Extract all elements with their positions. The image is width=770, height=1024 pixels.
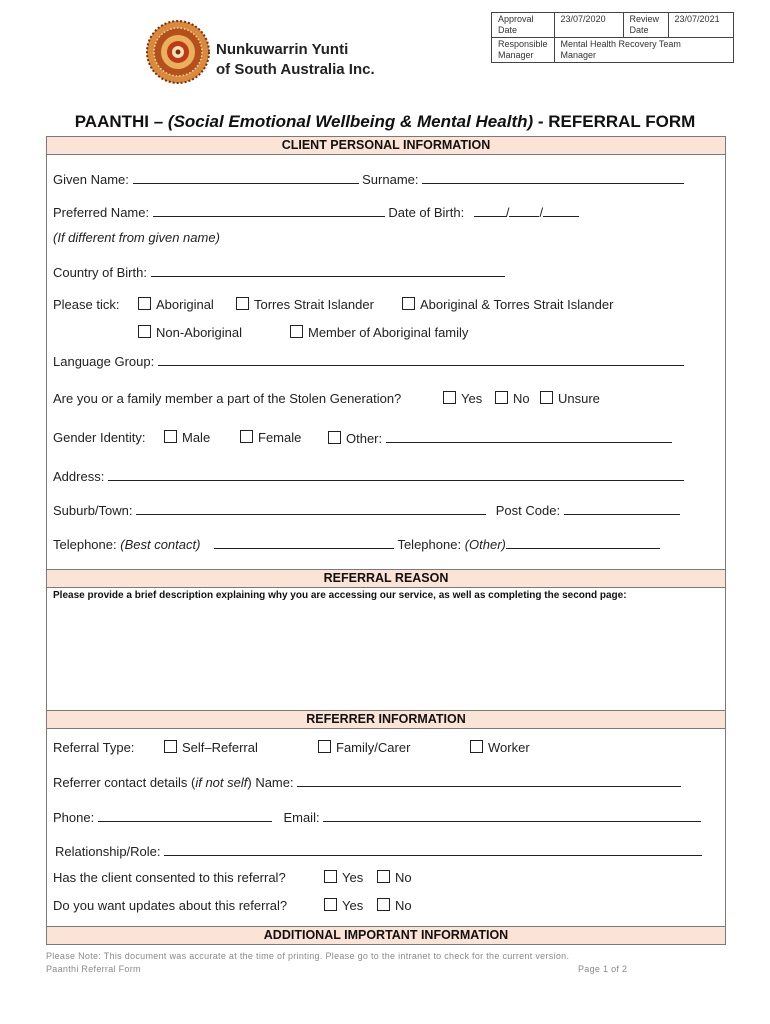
telephone-other-note: (Other) [464,537,506,552]
referral-type-label: Referral Type: [53,740,135,755]
updates-yes-label: Yes [342,898,364,913]
consent-no-label: No [395,870,412,885]
footer-form-name: Paanthi Referral Form [46,964,141,974]
suburb-label: Suburb/Town: [53,503,133,518]
updates-no-label: No [395,898,412,913]
option-both-label: Aboriginal & Torres Strait Islander [420,297,614,312]
checkbox[interactable] [328,431,341,444]
checkbox[interactable] [138,297,151,310]
organisation-name [216,40,375,80]
telephone-other-input[interactable] [506,536,660,549]
checkbox[interactable] [377,870,390,883]
checkbox[interactable] [236,297,249,310]
manager-value-1: Mental Health Recovery Team [560,39,681,49]
referral-worker-label: Worker [488,740,530,755]
preferred-name-label: Preferred Name: [53,205,150,220]
approval-date-label: Approval [498,14,534,24]
telephone-row [53,536,660,553]
manager-label: Responsible [498,39,548,49]
consent-no[interactable] [377,870,412,886]
stolen-unsure[interactable] [540,391,600,407]
dob-label: Date of Birth: [388,205,465,220]
gender-male-label: Male [182,430,211,445]
relationship-row [55,843,702,860]
option-non-aboriginal[interactable] [138,325,242,341]
checkbox[interactable] [377,898,390,911]
dob-year-input[interactable] [543,204,579,217]
referral-family-label: Family/Carer [336,740,411,755]
title-italic: (Social Emotional Wellbeing & Mental Health) [167,112,534,131]
footer-note: Please Note: This document was accurate at the time of printing. Please go to the intranet to check for the current version. [46,951,570,961]
footer-page-number: Page 1 of 2 [578,964,628,974]
org-name-line1: Nunkuwarrin Yunti [216,41,349,58]
surname-input[interactable] [422,171,684,184]
email-input[interactable] [323,809,701,822]
approval-date-value: 23/07/2020 [554,13,623,38]
given-name-label: Given Name: [53,172,129,187]
option-non-label: Non-Aboriginal [156,325,242,340]
address-input[interactable] [108,468,684,481]
telephone-label: Telephone: [53,537,121,552]
checkbox[interactable] [164,430,177,443]
referrer-name-input[interactable] [297,774,681,787]
phone-label: Phone: [53,810,95,825]
checkbox[interactable] [443,391,456,404]
telephone-best-input[interactable] [214,536,394,549]
gender-male[interactable] [164,430,210,446]
review-date-label-2: Date [629,25,649,35]
manager-value [554,38,733,63]
referrer-heading: REFERRER INFORMATION [46,710,726,729]
address-row [53,468,684,485]
checkbox[interactable] [402,297,415,310]
referral-self[interactable] [164,740,258,756]
title-prefix: PAANTHI – [74,112,168,131]
preferred-name-input[interactable] [153,204,385,217]
country-input[interactable] [151,264,505,277]
referrer-contact-italic: if not self [195,775,248,790]
referral-reason-textarea[interactable] [53,605,717,703]
referral-self-label: Self–Referral [182,740,258,755]
stolen-yes[interactable] [443,391,482,407]
dob-month-input[interactable] [509,204,539,217]
organisation-logo [146,20,210,84]
gender-other-input[interactable] [386,430,672,443]
referrer-contact-label: Referrer contact details ( [53,775,196,790]
checkbox[interactable] [470,740,483,753]
form-title [0,112,770,132]
if-different-note: (If different from given name) [53,230,220,245]
consent-yes[interactable] [324,870,363,886]
option-torres-label: Torres Strait Islander [254,297,374,312]
checkbox[interactable] [240,430,253,443]
option-both[interactable] [402,297,613,313]
option-family-label: Member of Aboriginal family [308,325,469,340]
gender-other[interactable] [328,430,672,447]
stolen-generation-question: Are you or a family member a part of the Stolen Generation? [53,391,402,406]
referral-family[interactable] [318,740,410,756]
option-family-member[interactable] [290,325,468,341]
review-date-label: Review [629,14,660,24]
email-label: Email: [283,810,320,825]
referral-reason-note: Please provide a brief description explaining why you are accessing our service, as well as completing the second page: [53,590,627,601]
gender-label: Gender Identity: [53,430,146,445]
additional-info-heading: ADDITIONAL IMPORTANT INFORMATION [46,926,726,945]
referral-reason-heading: REFERRAL REASON [46,569,726,588]
stolen-no[interactable] [495,391,530,407]
document-control-table [491,12,734,63]
client-section-heading: CLIENT PERSONAL INFORMATION [46,136,726,155]
updates-question: Do you want updates about this referral? [53,898,288,913]
dob-slash: / [505,205,510,220]
language-row [53,353,684,370]
phone-email-row [53,809,701,826]
preferred-name-row [53,204,579,221]
language-label: Language Group: [53,354,155,369]
option-aboriginal-label: Aboriginal [156,297,214,312]
surname-label: Surname: [362,172,419,187]
consent-yes-label: Yes [342,870,364,885]
suburb-row [53,502,680,519]
review-date-value: 23/07/2021 [668,13,733,38]
phone-input[interactable] [98,809,272,822]
title-suffix: - REFERRAL FORM [533,112,696,131]
dob-day-input[interactable] [474,204,506,217]
given-name-input[interactable] [133,171,359,184]
relationship-input[interactable] [164,843,702,856]
manager-value-2: Manager [560,50,597,60]
gender-female[interactable] [240,430,301,446]
relationship-label: Relationship/Role: [55,844,161,859]
checkbox[interactable] [324,870,337,883]
updates-yes[interactable] [324,898,363,914]
referrer-contact-name: ) Name: [247,775,294,790]
country-label: Country of Birth: [53,265,147,280]
telephone-best-contact: (Best contact) [120,537,201,552]
given-name-row [53,171,684,188]
updates-no[interactable] [377,898,412,914]
stolen-yes-label: Yes [461,391,483,406]
checkbox[interactable] [540,391,553,404]
consent-question: Has the client consented to this referral? [53,870,286,885]
checkbox[interactable] [290,325,303,338]
checkbox[interactable] [495,391,508,404]
suburb-input[interactable] [136,502,486,515]
referrer-contact-row [53,774,681,791]
checkbox[interactable] [324,898,337,911]
country-row [53,264,505,281]
gender-female-label: Female [258,430,302,445]
referral-worker[interactable] [470,740,530,756]
checkbox[interactable] [164,740,177,753]
postcode-input[interactable] [564,502,680,515]
language-input[interactable] [158,353,684,366]
postcode-label: Post Code: [495,503,561,518]
dob-slash-2: / [539,205,544,220]
checkbox[interactable] [138,325,151,338]
telephone-other-label: Telephone: [397,537,465,552]
gender-other-label: Other: [346,431,383,446]
address-label: Address: [53,469,105,484]
checkbox[interactable] [318,740,331,753]
please-tick-label: Please tick: [53,297,120,312]
org-name-line2: of South Australia Inc. [216,61,375,78]
approval-date-label-2: Date [498,25,518,35]
option-torres-strait[interactable] [236,297,374,313]
option-aboriginal[interactable] [138,297,214,313]
stolen-unsure-label: Unsure [558,391,600,406]
stolen-no-label: No [513,391,530,406]
manager-label-2: Manager [498,50,534,60]
